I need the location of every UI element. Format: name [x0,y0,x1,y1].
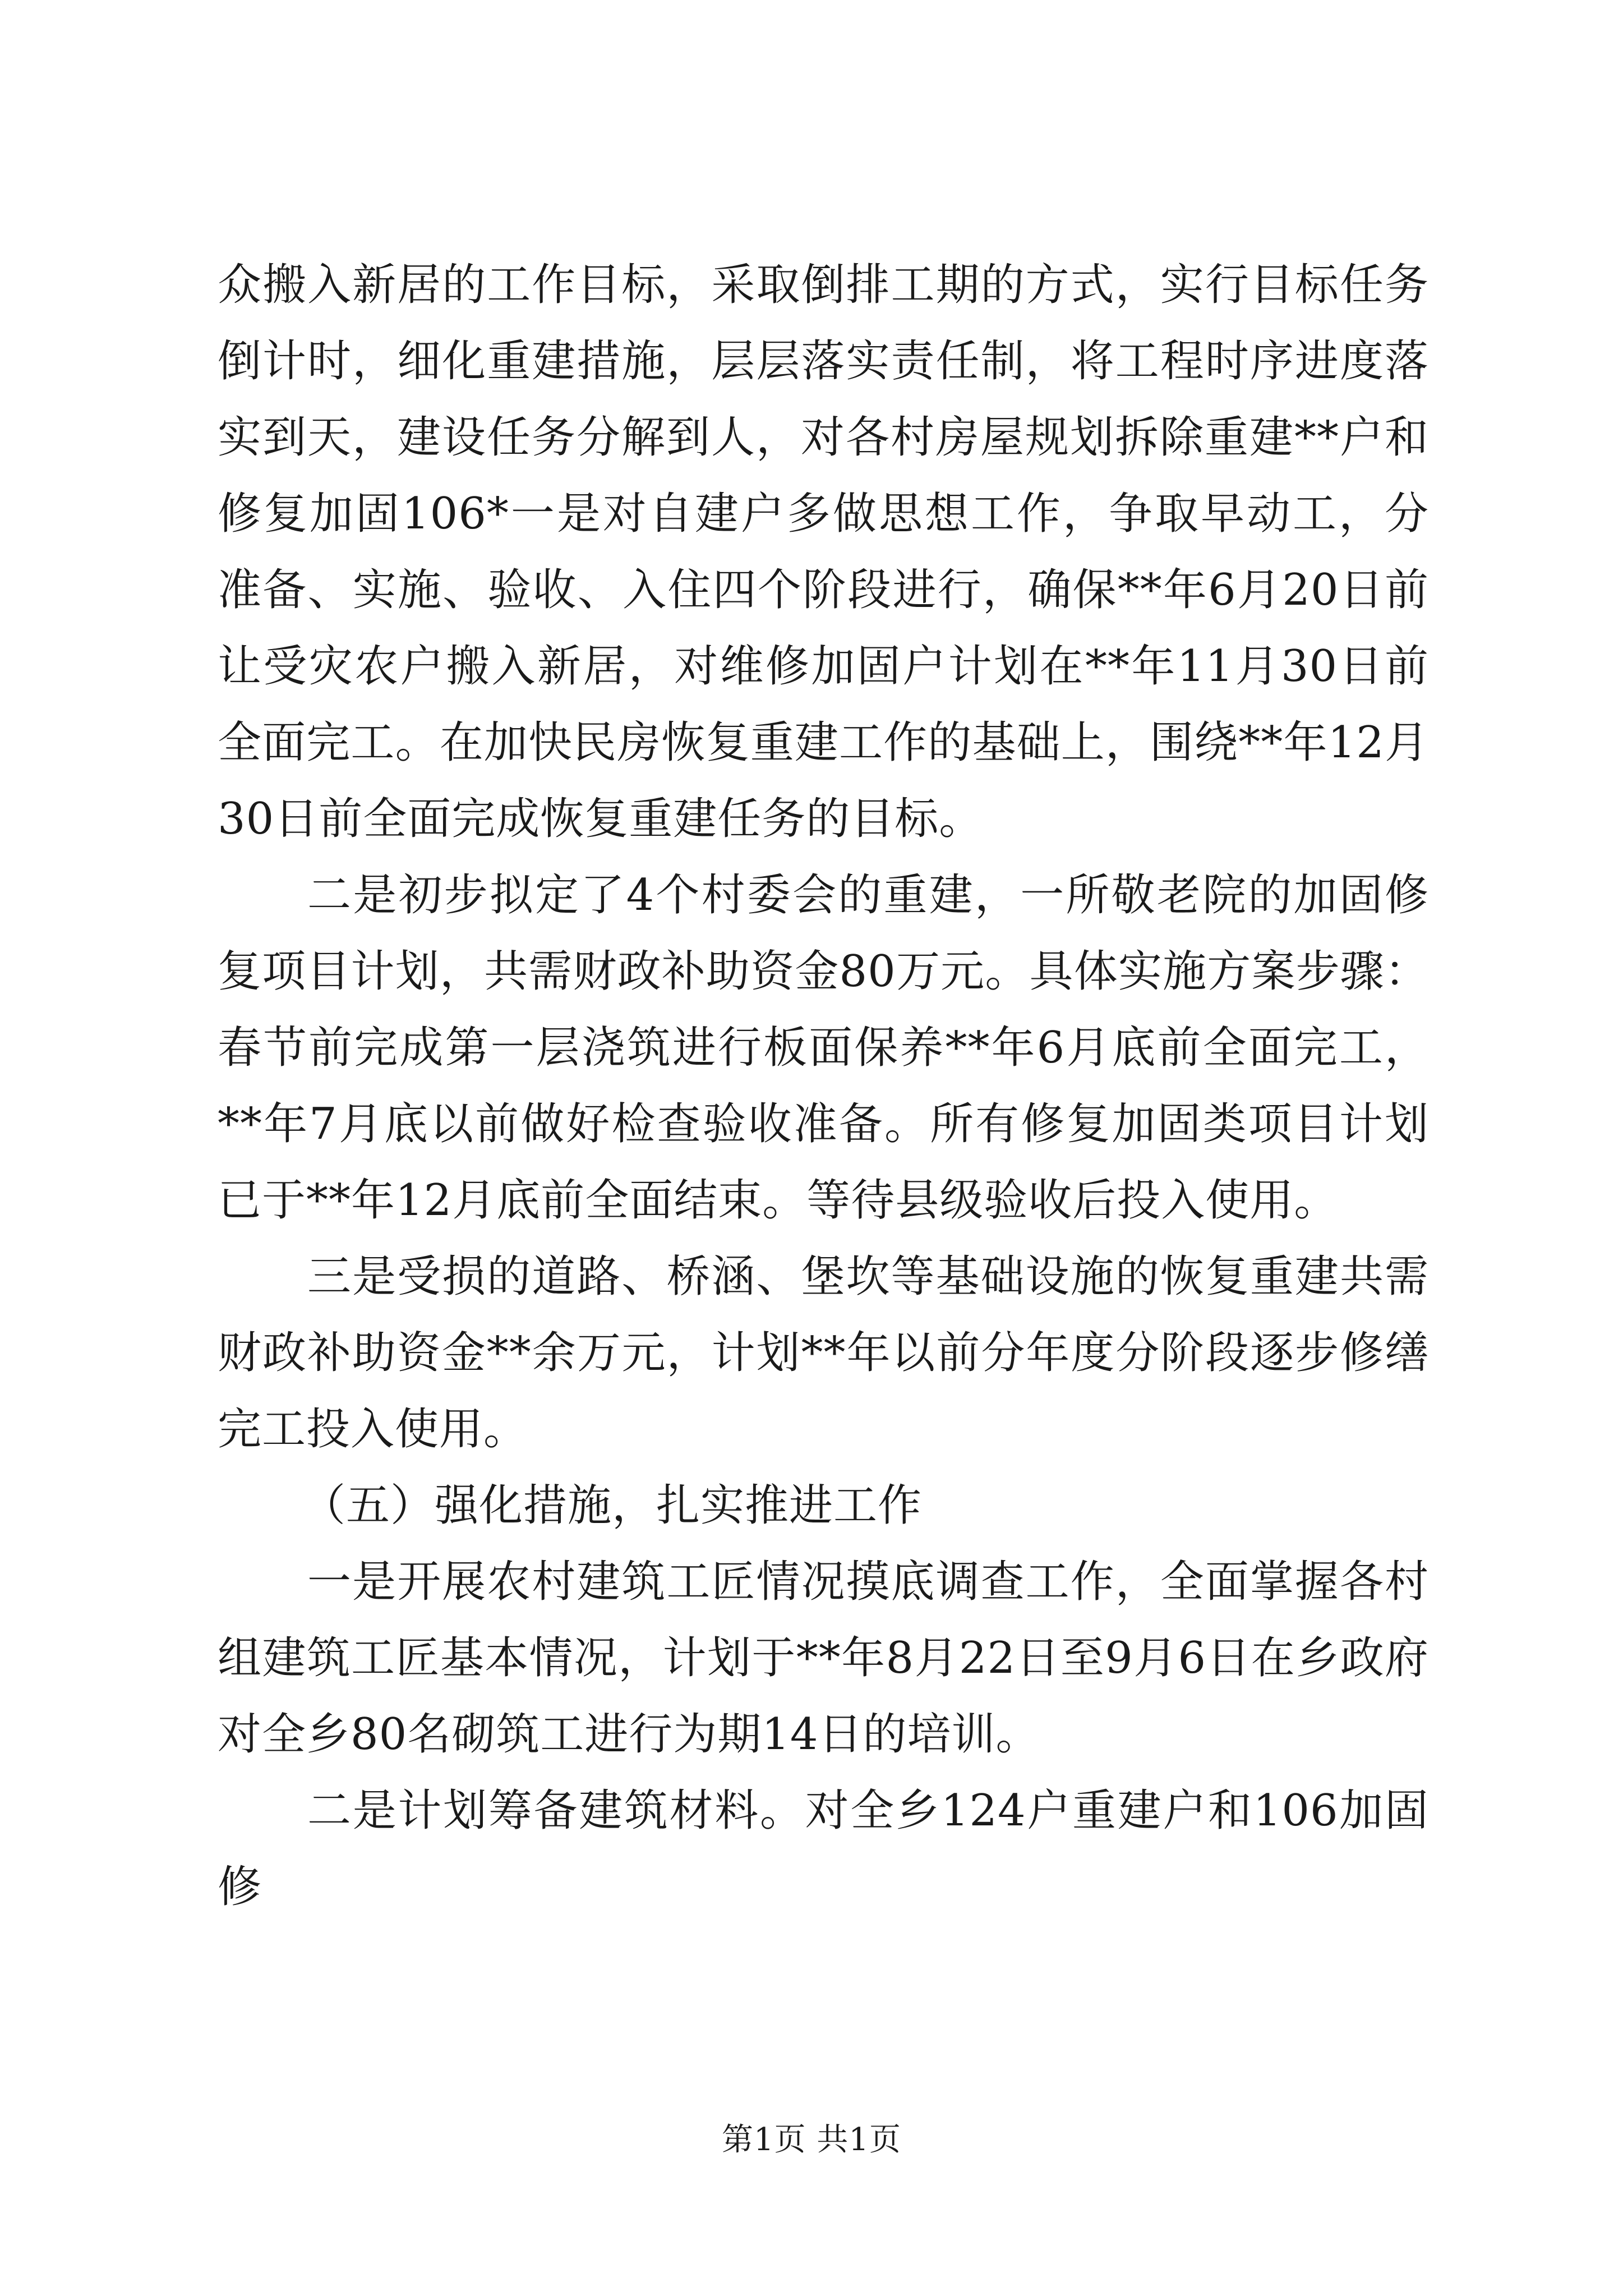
document-body [218,247,1429,1925]
page-footer: 第1页 共1页 [721,2122,902,2158]
paragraph-item-two: 二是初步拟定了4个村委会的重建，一所敬老院的加固修复项目计划，共需财政补助资金80万元。具体实施方案步骤：春节前完成第一层浇筑进行板面保养**年6月底前全面完工，**年7月底以前做好检查验收准备。所有修复加固类项目计划已于**年12月底前全面结束。等待县级验收后投入使用。 [218,870,1429,1226]
paragraph-item-three: 三是受损的道路、桥涵、堡坎等基础设施的恢复重建共需财政补助资金**余万元，计划**年以前分年度分阶段逐步修缮完工投入使用。 [218,1251,1429,1455]
paragraph-training: 一是开展农村建筑工匠情况摸底调查工作，全面掌握各村组建筑工匠基本情况，计划于**年8月22日至9月6日在乡政府对全乡80名砌筑工进行为期14日的培训。 [218,1557,1429,1760]
section-heading-five: （五）强化措施，扎实推进工作 [302,1480,923,1531]
paragraph-materials: 二是计划筹备建筑材料。对全乡124户重建户和106加固修 [218,1786,1429,1912]
paragraph-continuation: 众搬入新居的工作目标，采取倒排工期的方式，实行目标任务倒计时，细化重建措施，层层落实责任制，将工程时序进度落实到天，建设任务分解到人，对各村房屋规划拆除重建**户和修复加固106*一是对自建户多做思想工作，争取早动工，分准备、实施、验收、入住四个阶段进行，确保**年6月20日前让受灾农户搬入新居，对维修加固户计划在**年11月30日前全面完工。在加快民房恢复重建工作的基础上，围绕**年12月30日前全面完成恢复重建任务的目标。 [218,260,1429,844]
